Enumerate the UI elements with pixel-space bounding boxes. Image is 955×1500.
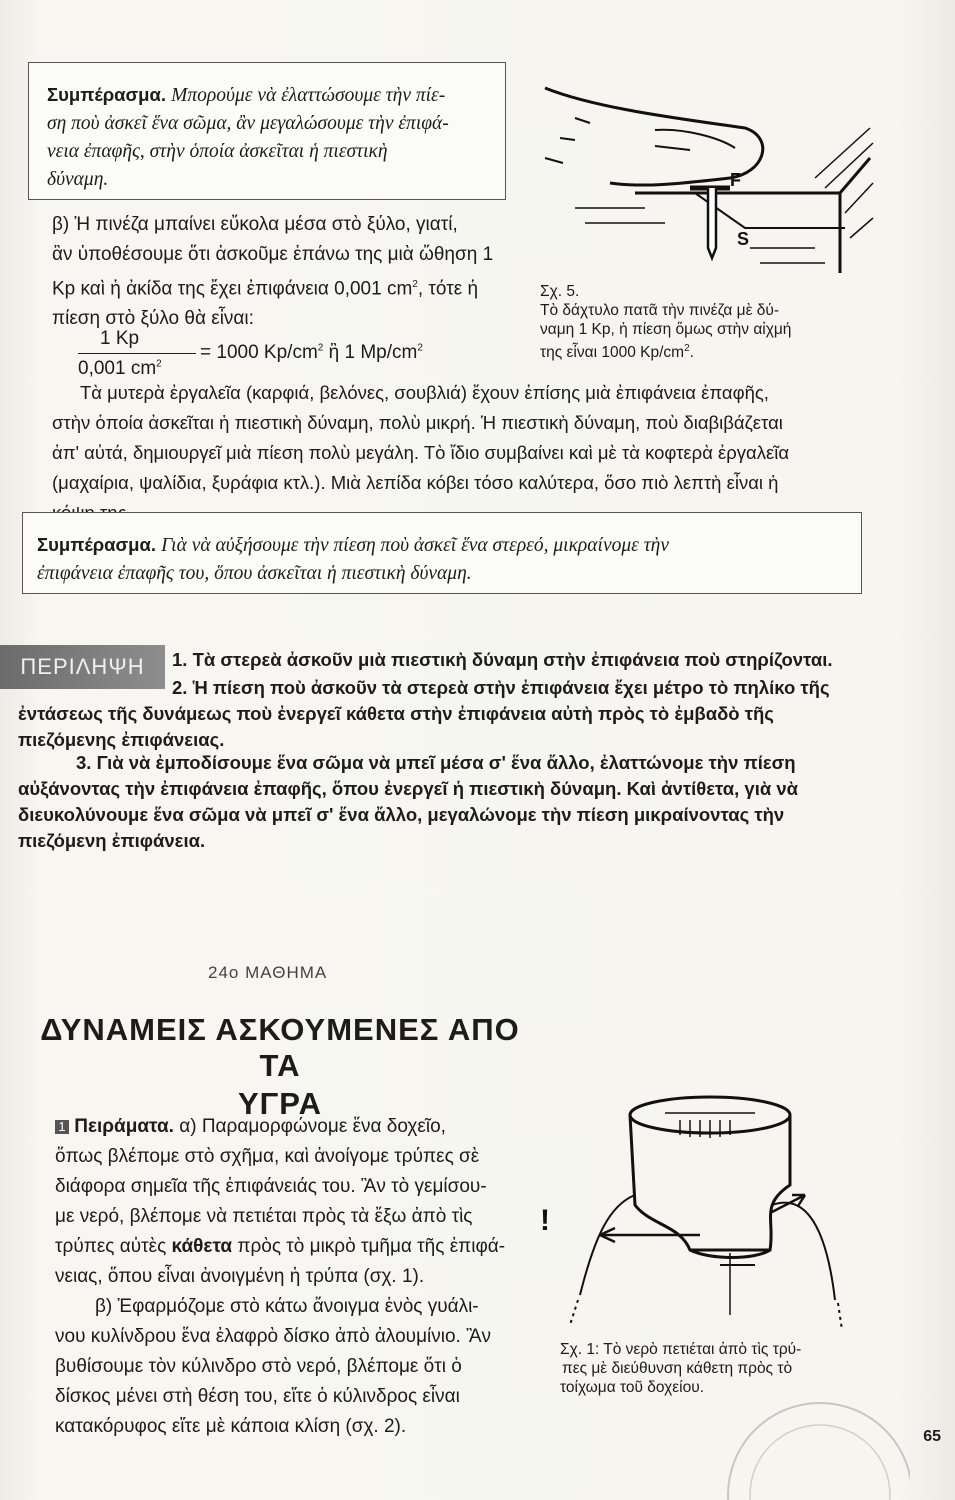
figure-1-illustration <box>540 1085 870 1335</box>
figure-5-caption-line-3: της εἶναι 1000 $Kp/cm^2$. <box>540 343 694 362</box>
figure-1-caption-line-3: τοίχωμα τοῦ δοχείου. <box>560 1379 705 1396</box>
tools-line-4: (μαχαίρια, ψαλίδια, ξυράφια κτλ.). Μιὰ λεπίδα κόβει τόσο καλύτερα, ὅσο πιὸ λεπτὴ εἶναι ἡ <box>52 472 779 493</box>
paragraph-sharp-tools <box>52 378 932 528</box>
figure-1-mark: ! <box>540 1204 550 1237</box>
experiments-line-2: ὅπως βλέπομε στὸ σχῆμα, καὶ ἀνοίγομε τρύπες σὲ <box>55 1146 480 1167</box>
paragraph-b-line-1: β) Ἡ πινέζα μπαίνει εὔκολα μέσα στὸ ξύλο, γιατί, <box>52 214 458 235</box>
lesson-title-line-1: ΔΥΝΑΜΕΙΣ ΑΣΚΟΥΜΕΝΕΣ ΑΠΟ ΤΑ <box>40 1012 520 1083</box>
figure-5-illustration <box>515 68 875 288</box>
experiments-line-1: 1 Πειράματα. α) Παραμορφώνομε ἕνα δοχεῖο, <box>55 1112 535 1142</box>
experiments-line-4: με νερό, βλέπομε νὰ πετιέται πρὸς τὰ ἔξω ἀπὸ τὶς <box>55 1206 473 1227</box>
conclusion-2-line-2: ἐπιφάνεια ἐπαφῆς του, ὅπου ἀσκεῖται ἡ πιεστικὴ δύναμη. <box>37 563 472 584</box>
figure-5-caption-line-2: ναμη 1 Kp, ἡ πίεση ὅμως στὴν αἰχμή <box>540 321 792 338</box>
formula-numerator: 1 Kp <box>100 328 140 349</box>
conclusion-label: Συμπέρασμα. <box>47 84 167 105</box>
section-number-box: 1 <box>55 1120 69 1134</box>
experiments-line-3: διάφορα σημεῖα τῆς ἐπιφάνειάς του. Ἂν τὸ γεμίσου- <box>55 1176 487 1197</box>
experiments-line-7: β) Ἐφαρμόζομε στὸ κάτω ἄνοιγμα ἑνὸς γυάλι- <box>95 1296 479 1317</box>
experiments-line-5: τρύπες αὐτὲς κάθετα πρὸς τὸ μικρὸ τμῆμα τῆς ἐπιφά- <box>55 1236 506 1257</box>
experiments-label: Πειράματα. <box>74 1116 174 1137</box>
figure-1-caption <box>560 1340 880 1397</box>
experiments-line-9: βυθίσουμε τὸν κύλινδρο στὸ νερό, βλέπομε ὅτι ὁ <box>55 1356 462 1377</box>
figure-5-caption <box>540 282 860 362</box>
summary-tab: ΠΕΡΙΛΗΨΗ <box>0 645 165 689</box>
conclusion-line-4: δύναμη. <box>47 169 109 190</box>
formula-result: = 1000 $Kp/cm^2$ ἢ 1 $Mp/cm^2$ <box>200 342 423 363</box>
conclusion-box-2 <box>22 512 862 594</box>
force-label-f: F <box>730 170 741 190</box>
figure-5-title: Σχ. 5. <box>540 283 580 300</box>
experiments-line-8: νου κυλίνδρου ἕνα ἐλαφρὸ δίσκο ἀπὸ ἀλουμίνιο. Ἂν <box>55 1326 492 1347</box>
lesson-number: 24ο ΜΑΘΗΜΑ <box>208 963 328 982</box>
conclusion-box-1 <box>28 62 506 200</box>
experiments-paragraph <box>55 1112 535 1442</box>
summary-point-2: 2. Ἡ πίεση ποὺ ἀσκοῦν τὰ στερεὰ στὴν ἐπιφάνεια ἔχει μέτρο τὸ πηλίκο τῆς ἐντάσεως τῆς δυνάμεως ποὺ ἐνεργεῖ κάθετα στὴν ἐπιφάνεια αὐτὴ πρὸς τὸ ἐμβαδὸ τῆς πιεζόμενης ἐπιφάνειας. <box>18 677 830 750</box>
paragraph-b-line-4: πίεση στὸ ξύλο θὰ εἶναι: <box>52 308 254 330</box>
paragraph-b-line-3: Kp καὶ ἡ ἀκίδα της ἔχει ἐπιφάνεια 0,001 $cm^2$, τότε ἡ <box>52 278 479 300</box>
conclusion-line-2: ση ποὺ ἀσκεῖ ἕνα σῶμα, ἂν μεγαλώσουμε τὴν ἐπιφά- <box>47 113 449 134</box>
surface-label-s: S <box>737 229 750 249</box>
formula-fraction-line <box>78 353 196 354</box>
page-number: 65 <box>923 1428 941 1445</box>
figure-1-caption-line-1: Σχ. 1: Τὸ νερὸ πετιέται ἀπὸ τὶς τρύ- <box>560 1341 802 1358</box>
formula-denominator: 0,001 $cm^2$ <box>78 358 162 379</box>
summary-point-1: 1. Τὰ στερεὰ ἀσκοῦν μιὰ πιεστικὴ δύναμη στὴν ἐπιφάνεια ποὺ στηρίζονται. <box>172 649 833 670</box>
conclusion-2-line-1: Συμπέρασμα. Γιὰ νὰ αὐξήσουμε τὴν πίεση ποὺ ἀσκεῖ ἕνα στερεό, μικραίνομε τὴν <box>37 534 670 556</box>
experiments-line-11: κατακόρυφος εἴτε μὲ κάποια κλίση (σχ. 2). <box>55 1416 407 1437</box>
library-stamp <box>710 1395 910 1500</box>
tools-line-2: στὴν ὁποία ἀσκεῖται ἡ πιεστικὴ δύναμη, πολὺ μικρή. Ἡ πιεστικὴ δύναμη, ποὺ διαβιβάζεται <box>52 412 783 433</box>
lesson-title <box>20 1012 540 1122</box>
paragraph-b-line-2: ἂν ὑποθέσουμε ὅτι ἀσκοῦμε ἐπάνω της μιὰ ὤθηση 1 <box>52 244 494 265</box>
tools-line-1: Τὰ μυτερὰ ἐργαλεῖα (καρφιά, βελόνες, σουβλιά) ἔχουν ἐπίσης μιὰ ἐπιφάνεια ἐπαφῆς, <box>80 382 769 403</box>
figure-5-caption-line-1: Τὸ δάχτυλο πατᾶ τὴν πινέζα μὲ δύ- <box>540 302 780 319</box>
paragraph-b <box>52 210 527 334</box>
experiments-line-6: νειας, ὅπου εἶναι ἀνοιγμένη ἡ τρύπα (σχ. 1). <box>55 1266 425 1287</box>
conclusion-line-1: Συμπέρασμα. Μπορούμε νὰ ἐλαττώσουμε τὴν πίε- <box>47 84 446 106</box>
conclusion-line-3: νεια ἐπαφῆς, στὴν ὁποία ἀσκεῖται ἡ πιεστικὴ <box>47 141 388 162</box>
lesson-title-line-2: ΥΓΡΑ <box>237 1086 323 1121</box>
figure-1-caption-line-2: πες μὲ διεύθυνση κάθετη πρὸς τὸ <box>562 1360 793 1377</box>
experiments-line-10: δίσκος μένει στὴ θέση του, εἴτε ὁ κύλινδρος εἶναι <box>55 1386 460 1407</box>
tools-line-3: ἀπ' αὐτά, δημιουργεῖ μιὰ πίεση πολὺ μεγάλη. Τὸ ἴδιο συμβαίνει καὶ μὲ τὰ κοφτερὰ ἐργαλεῖα <box>52 442 790 463</box>
conclusion-2-label: Συμπέρασμα. <box>37 534 157 555</box>
summary-point-3: 3. Γιὰ νὰ ἐμποδίσουμε ἕνα σῶμα νὰ μπεῖ μέσα σ' ἕνα ἄλλο, ἐλαττώνομε τὴν πίεση αὐξάνοντας τὴν ἐπιφάνεια ἐπαφῆς, ὅπου ἐνεργεῖ ἡ πιεστικὴ δύναμη. Καὶ ἀντίθετα, γιὰ νὰ διευκολύνουμε ἕνα σῶμα νὰ μπεῖ σ' ἕνα ἄλλο, μεγαλώνομε τὴν πίεση μικραίνοντας τὴν πιεζόμενη ἐπιφάνεια. <box>18 752 799 851</box>
